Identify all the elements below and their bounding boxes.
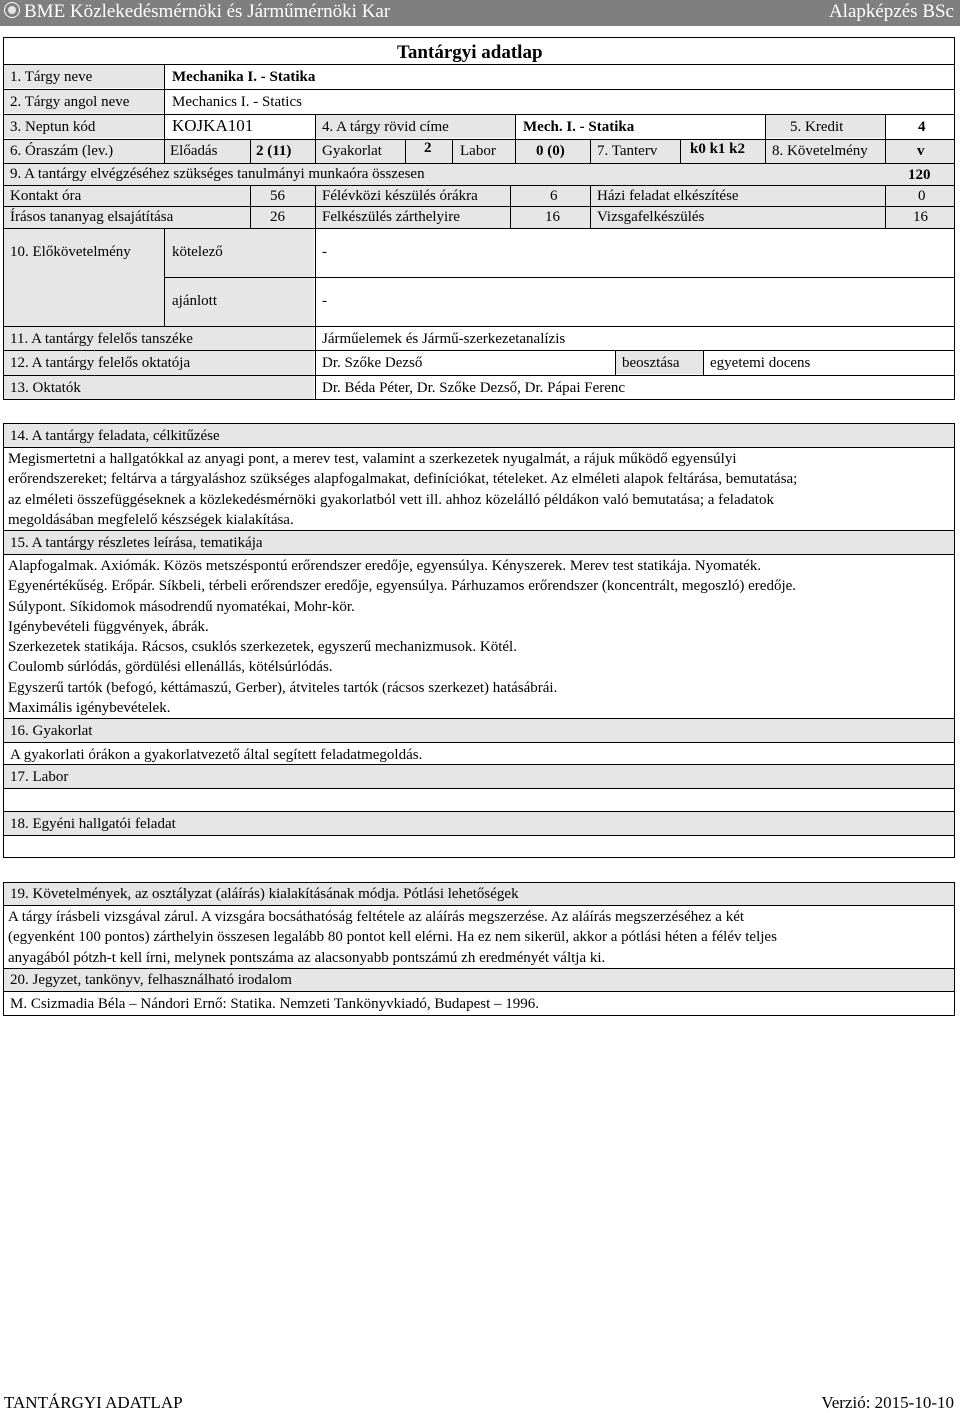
exam-prep-hours: 16	[913, 209, 928, 225]
neptun-label: 3. Neptun kód	[10, 119, 96, 135]
university-logo-icon	[4, 2, 20, 18]
footer-left: TANTÁRGYI ADATLAP	[4, 1393, 183, 1412]
lab-hours: 0 (0)	[536, 143, 565, 159]
section-14-text: Megismertetni a hallgatókkal az anyagi pont, a merev test, valamint a szerkezetek nyugalmát, a rájuk működő egyensúlyi erőrendszereket; feltárva a tárgyaláshoz szükséges alapfogalmakat, definíciókat, tételeket. Az elméleti alapok feltárása, bemutatása; az elméleti összefüggéseknek a közlekedésmérnöki gyakorlatból vett ill. ahhoz közelálló példákon való bemutatása; a feladatok megoldásában megfelelő készségek kialakítása.	[8, 451, 798, 528]
english-name: Mechanics I. - Statics	[172, 94, 302, 110]
subject-name: Mechanika I. - Statika	[172, 69, 316, 85]
mandatory-value: -	[322, 244, 327, 260]
credit-value: 4	[918, 119, 926, 135]
dept-value: Járműelemek és Jármű-szerkezetanalízis	[322, 331, 566, 347]
written-label: Írásos tananyag elsajátítása	[10, 209, 174, 225]
page-header	[0, 0, 960, 26]
section-15-title: 15. A tantárgy részletes leírása, tematikája	[10, 535, 263, 551]
position-label: beosztása	[622, 355, 680, 371]
section-18-title: 18. Egyéni hallgatói feladat	[10, 816, 176, 832]
midterm-prep-label: Félévközi készülés órákra	[322, 188, 478, 204]
footer-version: Verzió: 2015-10-10	[821, 1393, 954, 1412]
lecturer-label: 12. A tantárgy felelős oktatója	[10, 355, 191, 371]
test-prep-hours: 16	[545, 209, 560, 225]
hours-label: 6. Óraszám (lev.)	[10, 143, 114, 159]
contact-label: Kontakt óra	[10, 188, 82, 204]
section-16-text: A gyakorlati órákon a gyakorlatvezető által segített feladatmegoldás.	[10, 747, 423, 763]
homework-hours: 0	[918, 188, 926, 204]
teachers-value: Dr. Béda Péter, Dr. Szőke Dezső, Dr. Pápai Ferenc	[322, 380, 626, 396]
subject-name-label: 1. Tárgy neve	[10, 69, 93, 85]
neptun-code: KOJKA101	[172, 116, 254, 135]
section-19-title: 19. Követelmények, az osztályzat (aláírás) kialakításának módja. Pótlási lehetőségek	[10, 886, 519, 902]
section-16-title: 16. Gyakorlat	[10, 723, 93, 739]
exam-prep-label: Vizsgafelkészülés	[597, 209, 705, 225]
curriculum-value: k0 k1 k2	[690, 141, 746, 157]
section-17-title: 17. Labor	[10, 769, 69, 785]
midterm-prep-hours: 6	[550, 188, 558, 204]
section-20-text: M. Csizmadia Béla – Nándori Ernő: Statika. Nemzeti Tankönyvkiadó, Budapest – 1996.	[10, 996, 539, 1012]
recommended-label: ajánlott	[172, 293, 217, 309]
curriculum-label: 7. Tanterv	[597, 143, 658, 159]
institution-name: BME Közlekedésmérnöki és Járműmérnöki Kar	[24, 1, 391, 22]
contact-hours: 56	[270, 188, 285, 204]
requirement-value: v	[917, 143, 925, 159]
test-prep-label: Felkészülés zárthelyire	[322, 209, 460, 225]
written-hours: 26	[270, 209, 285, 225]
lab-label: Labor	[460, 143, 496, 159]
prereq-label: 10. Előkövetelmény	[10, 244, 131, 260]
lecture-label: Előadás	[170, 143, 218, 159]
section-20-title: 20. Jegyzet, tankönyv, felhasználható irodalom	[10, 972, 292, 988]
requirement-label: 8. Követelmény	[772, 143, 868, 159]
lecturer-value: Dr. Szőke Dezső	[322, 355, 423, 371]
workload-total: 120	[908, 167, 931, 183]
practice-label: Gyakorlat	[322, 143, 382, 159]
short-title-label: 4. A tárgy rövid címe	[322, 119, 449, 135]
section-14-title: 14. A tantárgy feladata, célkitűzése	[10, 428, 220, 444]
mandatory-label: kötelező	[172, 244, 223, 260]
sheet-title: Tantárgyi adatlap	[397, 42, 543, 63]
section-19-text: A tárgy írásbeli vizsgával zárul. A vizsgára bocsáthatóság feltétele az aláírás megszerzése. Az aláírás megszerzéséhez a két (egyenként 100 pontos) zárthelyin összesen legalább 80 pontot kell elérni. Ha ez nem sikerül, akkor a pótlási héten a félév teljes anyagából pótzh-t kell írni, melynek pontszáma az alacsonyabb pontszámú zh eredményét váltja ki.	[8, 909, 777, 966]
homework-label: Házi feladat elkészítése	[597, 188, 739, 204]
short-title: Mech. I. - Statika	[523, 119, 635, 135]
section-15-text: Alapfogalmak. Axiómák. Közös metszéspontú erőrendszer eredője, egyensúlya. Kényszerek. Merev test statikája. Nyomaték. Egyenértékűség. Erőpár. Síkbeli, térbeli erőrendszer eredője, egyensúlya. Párhuzamos erőrendszer (koncentrált, megoszló) eredője. Súlypont. Síkidomok másodrendű nyomatékai, Mohr-kör. Igénybevételi függvények, ábrák. Szerkezetek statikája. Rácsos, csuklós szerkezetek, egyszerű mechanizmusok. Kötél. Coulomb súrlódás, gördülési ellenállás, kötélsúrlódás. Egyszerű tartók (befogó, kéttámaszú, Gerber), átviteles tartók (rácsos szerkezet) hatásábrái. Maximális igénybevételek.	[8, 558, 797, 717]
workload-label: 9. A tantárgy elvégzéséhez szükséges tanulmányi munkaóra összesen	[10, 166, 425, 182]
lecture-hours: 2 (11)	[256, 143, 292, 159]
english-name-label: 2. Tárgy angol neve	[10, 94, 130, 110]
degree-level: Alapképzés BSc	[828, 1, 954, 22]
credit-label: 5. Kredit	[790, 119, 844, 135]
position-value: egyetemi docens	[710, 355, 811, 371]
dept-label: 11. A tantárgy felelős tanszéke	[10, 331, 193, 347]
teachers-label: 13. Oktatók	[10, 380, 81, 396]
practice-hours: 2	[424, 140, 432, 156]
recommended-value: -	[322, 293, 327, 309]
